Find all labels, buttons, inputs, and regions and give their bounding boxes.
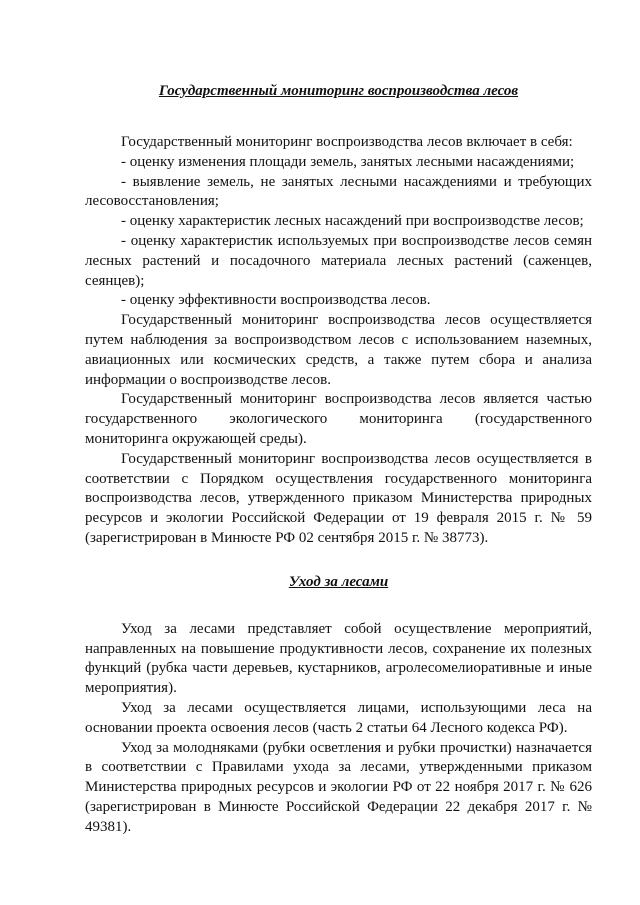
paragraph-monitoring-item-seeds: - оценку характеристик используемых при воспроизводстве лесов семян лесных растений и посадочного материала лесных растений (саженцев, сеянцев); [85, 232, 592, 289]
paragraph-monitoring-methods: Государственный мониторинг воспроизводства лесов осуществляется путем наблюдения за воспроизводством лесов с использованием наземных, авиационных или космических средств, а также путем сбора и анализа информации о воспроизводстве лесов. [85, 312, 592, 388]
paragraph-monitoring-item-area: - оценку изменения площади земель, занятых лесными насаждениями; [121, 153, 575, 170]
paragraph-monitoring-order: Государственный мониторинг воспроизводства лесов осуществляется в соответствии с Порядком осуществления государственного мониторинга воспроизводства лесов, утвержденного приказом Министерства природных ресурсов и экологии Российской Федерации от 19 февраля 2015 г. № 59 (зарегистрирован в Минюсте РФ 02 сентября 2015 г. № 38773). [85, 450, 592, 546]
paragraph-care-young-stands: Уход за молодняками (рубки осветления и рубки прочистки) назначается в соответствии с Правилами ухода за лесами, утвержденными приказом Министерства природных ресурсов и экологии РФ от 22 ноября 2017 г. № 626 (зарегистрирован в Минюсте Российской Федерации 22 декабря 2017 г. № 49381). [85, 739, 592, 835]
paragraph-care-performers: Уход за лесами осуществляется лицами, использующими леса на основании проекта освоения лесов (часть 2 статьи 64 Лесного кодекса РФ). [85, 699, 592, 736]
section-title-forest-care: Уход за лесами [288, 573, 389, 590]
paragraph-monitoring-intro: Государственный мониторинг воспроизводства лесов включает в себя: [121, 134, 573, 150]
paragraph-monitoring-item-lands: - выявление земель, не занятых лесными насаждениями и требующих лесовосстановления; [85, 173, 592, 210]
paragraph-care-definition: Уход за лесами представляет собой осуществление мероприятий, направленных на повышение продуктивности лесов, сохранение их полезных функций (рубка части деревьев, кустарников, агролесомелиоративные и иные мероприятия). [85, 620, 592, 697]
paragraph-monitoring-item-stands: - оценку характеристик лесных насаждений при воспроизводстве лесов; [121, 213, 584, 230]
paragraph-monitoring-part-of: Государственный мониторинг воспроизводства лесов является частью государственного экологического мониторинга (государственного мониторинга окружающей среды). [85, 391, 592, 447]
paragraph-monitoring-item-efficiency: - оценку эффективности воспроизводства лесов. [121, 292, 431, 309]
section-title-monitoring: Государственный мониторинг воспроизводства лесов [158, 83, 519, 99]
